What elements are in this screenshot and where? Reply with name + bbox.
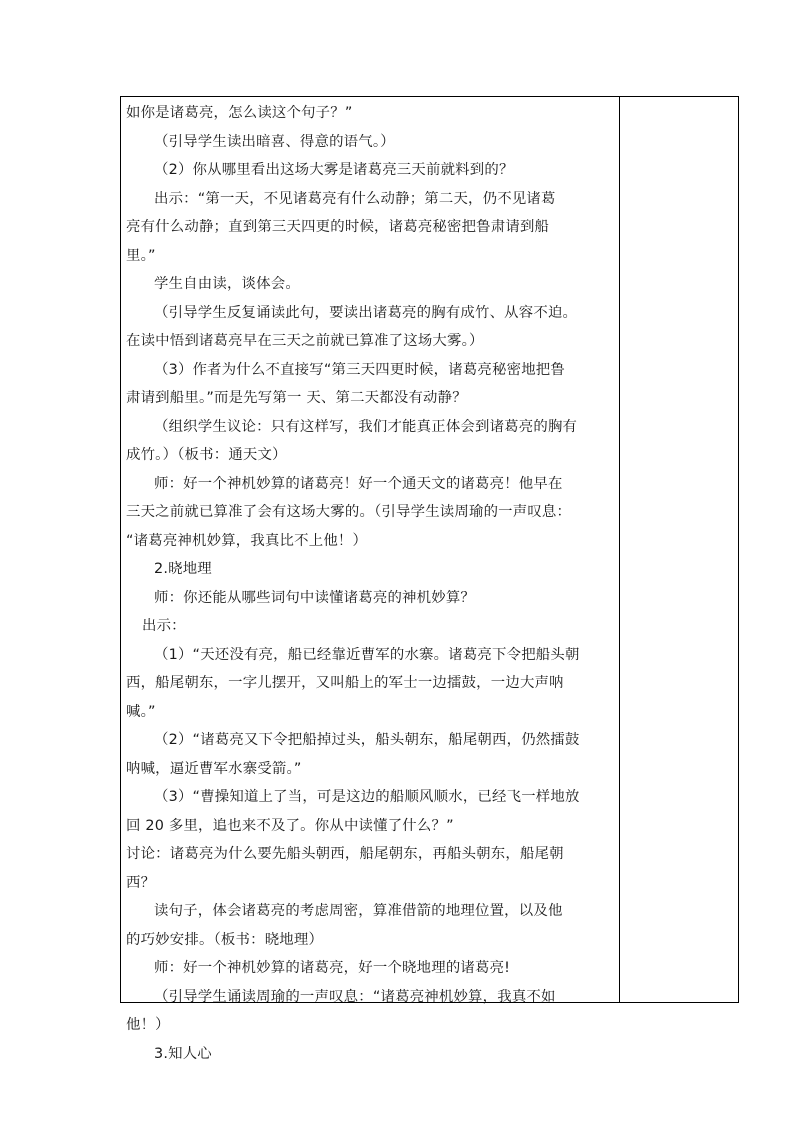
text-line: （3）“曹操知道上了当，可是这边的船顺风顺水，已经飞一样地放 xyxy=(154,789,580,805)
text-line: （3）作者为什么不直接写“第三天四更时候，诸葛亮秘密地把鲁 xyxy=(154,361,565,378)
text-line: 的巧妙安排。（板书：晓地理） xyxy=(126,931,324,948)
text-line: （2）“诸葛亮又下令把船掉过头，船头朝东，船尾朝西，仍然擂鼓 xyxy=(154,732,580,748)
text-line: 3.知人心 xyxy=(154,1045,212,1062)
text-line: （引导学生读出暗喜、得意的语气。） xyxy=(154,133,395,150)
text-line: 肃请到船里。”而是先写第一 天、第二天都没有动静？ xyxy=(126,390,467,406)
lesson-table xyxy=(120,96,739,1062)
text-line: “诸葛亮神机妙算，我真比不上他！） xyxy=(126,532,368,549)
text-line: （引导学生反复诵读此句，要读出诸葛亮的胸有成竹、从容不迫。 xyxy=(154,304,578,321)
lesson-content-cell xyxy=(121,97,620,1062)
text-line: 如你是诸葛亮，怎么读这个句子？” xyxy=(126,105,353,121)
text-line: 里。” xyxy=(126,247,156,264)
text-line: （1）“天还没有亮，船已经靠近曹军的水寨。诸葛亮下令把船头朝 xyxy=(154,646,580,663)
text-line: （2）你从哪里看出这场大雾是诸葛亮三天前就料到的？ xyxy=(154,162,514,178)
text-line: 师：好一个神机妙算的诸葛亮，好一个晓地理的诸葛亮! xyxy=(154,960,511,976)
text-line: 呐喊，逼近曹军水寨受箭。” xyxy=(126,760,302,777)
text-line: 回 20 多里，追也来不及了。你从中读懂了什么？” xyxy=(126,817,454,834)
text-line: 师：好一个神机妙算的诸葛亮！好一个通天文的诸葛亮！他早在 xyxy=(154,475,563,492)
text-line: 亮有什么动静；直到第三天四更的时候，诸葛亮秘密把鲁肃请到船 xyxy=(126,219,550,235)
text-line: 在读中悟到诸葛亮早在三天之前就已算准了这场大雾。） xyxy=(126,333,484,349)
text-line: 他！） xyxy=(126,1017,170,1033)
text-line: 出示： xyxy=(142,618,186,634)
text-line: 喊。” xyxy=(126,703,156,720)
text-line: 出示：“第一天，不见诸葛亮有什么动静；第二天，仍不见诸葛 xyxy=(154,190,556,207)
text-line: （组织学生议论：只有这样写，我们才能真正体会到诸葛亮的胸有 xyxy=(154,418,578,435)
text-line: 学生自由读，谈体会。 xyxy=(154,276,300,292)
text-line: 三天之前就已算准了会有这场大雾的。（引导学生读周瑜的一声叹息： xyxy=(126,504,572,520)
text-line: 读句子，体会诸葛亮的考虑周密，算准借箭的地理位置，以及他 xyxy=(154,903,563,919)
text-line: 成竹。）（板书：通天文） xyxy=(126,447,287,463)
text-line: 师：你还能从哪些词句中读懂诸葛亮的神机妙算？ xyxy=(154,589,475,606)
text-line: 西？ xyxy=(126,874,156,891)
text-line: （引导学生诵读周瑜的一声叹息：“诸葛亮神机妙算，我真不如 xyxy=(154,988,556,1005)
text-line: 讨论：诸葛亮为什么要先船头朝西，船尾朝东，再船头朝东，船尾朝 xyxy=(126,846,564,862)
text-line: 西，船尾朝东，一字儿摆开，又叫船上的军士一边擂鼓，一边大声呐 xyxy=(126,675,564,691)
notes-cell xyxy=(620,97,738,1002)
text-line: 2.晓地理 xyxy=(154,561,212,577)
